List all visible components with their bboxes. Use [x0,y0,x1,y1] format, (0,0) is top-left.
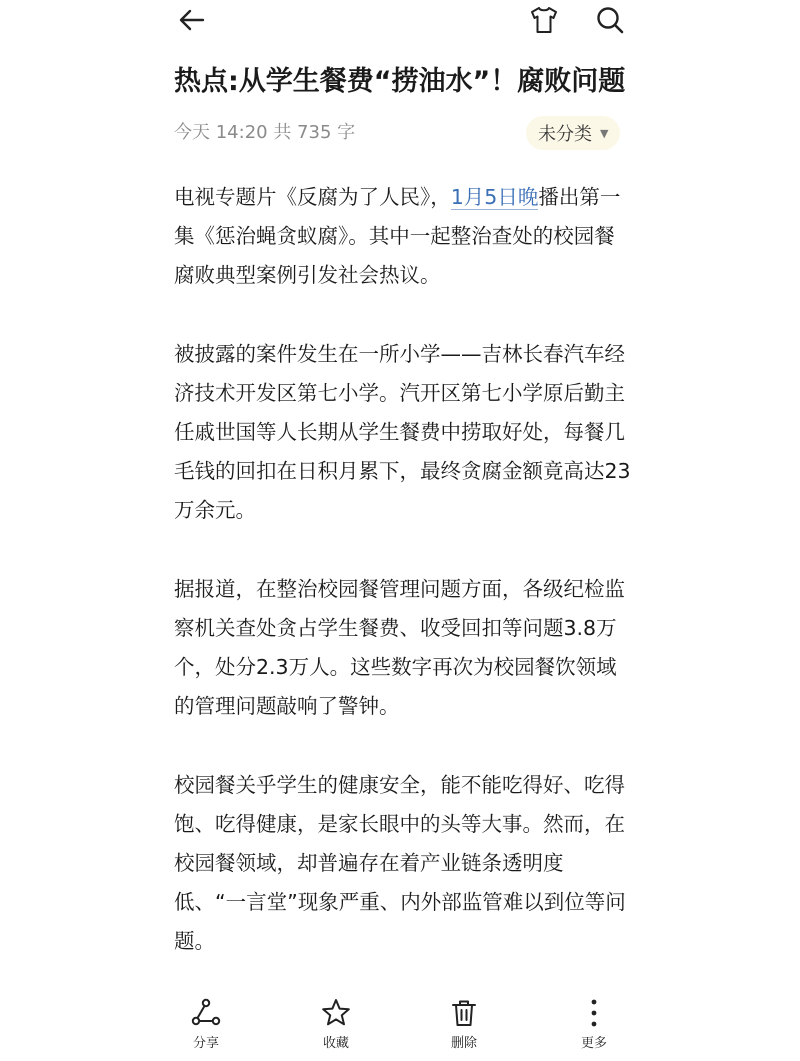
paragraph: 被披露的案件发生在一所小学——吉林长春汽车经济技术开发区第七小学。汽开区第七小学原后勤主任戚世国等人长期从学生餐费中捞取好处，每餐几毛钱的回扣在日积月累下，最终贪腐金额竟高达23万余元。 [174,342,631,522]
bottom-toolbar [0,996,800,1061]
more-label: 更多 [580,1036,607,1051]
top-bar [0,0,800,44]
note-meta: 今天 14:20 共 735 字 [174,122,356,143]
delete-button[interactable] [434,996,494,1051]
share-icon [189,996,223,1030]
favorite-button[interactable] [306,996,366,1051]
more-button[interactable] [564,996,624,1051]
tshirt-icon [528,4,560,36]
search-icon [594,4,626,36]
paragraph-text: 播出第一集《惩治蝇贪蚁腐》。其中一起整治查处的校园餐腐败典型案例引发社会热议。 [174,185,621,287]
note-title: 热点:从学生餐费“捞油水”！腐败问题 [174,66,626,97]
category-label: 未分类 [538,124,592,145]
search-button[interactable] [588,2,632,38]
paragraph [174,178,634,295]
star-icon [319,996,353,1030]
paragraph-text: 电视专题片《反腐为了人民》， [174,185,451,209]
back-button[interactable] [170,2,214,38]
share-label: 分享 [192,1036,219,1051]
favorite-label: 收藏 [322,1036,349,1051]
date-link[interactable]: 1月5日晚 [450,185,539,209]
arrow-left-icon [176,4,208,36]
more-vertical-icon [577,996,611,1030]
note-body[interactable] [174,178,634,1001]
delete-label: 删除 [450,1036,477,1051]
theme-button[interactable] [522,2,566,38]
share-button[interactable] [176,996,236,1051]
trash-icon [447,996,481,1030]
paragraph: 校园餐关乎学生的健康安全，能不能吃得好、吃得饱、吃得健康，是家长眼中的头等大事。然而，在校园餐领域，却普遍存在着产业链条透明度低、“一言堂”现象严重、内外部监管难以到位等问题。 [174,773,626,953]
category-selector[interactable] [526,116,620,150]
paragraph: 据报道，在整治校园餐管理问题方面，各级纪检监察机关查处贪占学生餐费、收受回扣等问题3.8万个，处分2.3万人。这些数字再次为校园餐饮领域的管理问题敲响了警钟。 [174,577,625,718]
caret-down-icon: ▼ [600,126,609,140]
